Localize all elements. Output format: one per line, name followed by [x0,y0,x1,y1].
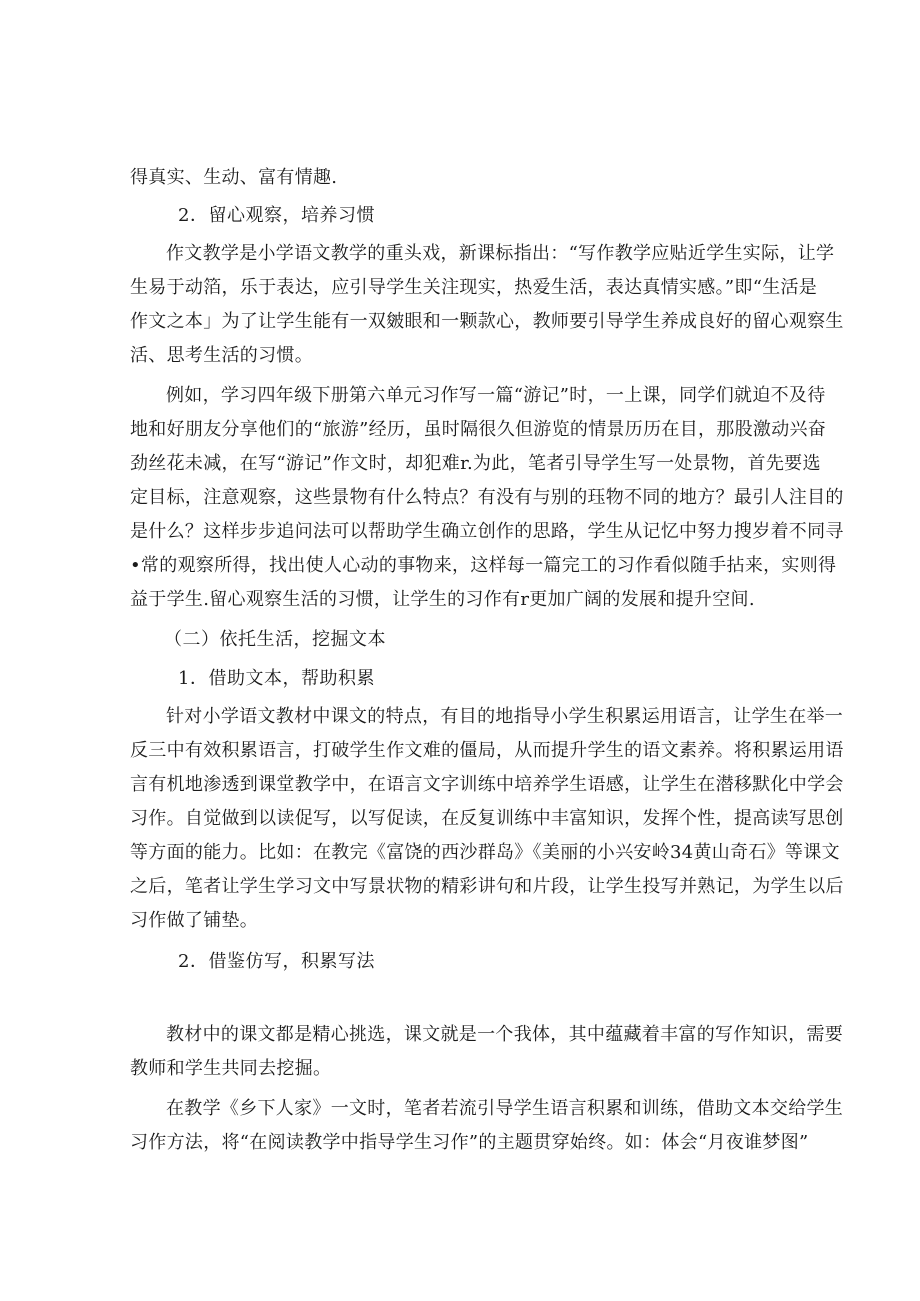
text-line: 教材中的课文都是精心挑选，课文就是一个我体，其中蕴藏着丰富的写作知识，需要 [166,1024,844,1045]
text-line: 1．借助文本，帮助积累 [178,668,375,689]
text-line: 生易于动箔，乐于表达，应引导学生关注现实，热爱生活，表达真情实感。”即“生活是 [130,277,818,298]
text-line: 反三中有效积累语言，打破学生作文难的僵局，从而提升学生的语文素养。将积累运用语 [130,740,844,761]
text-line: 例如，学习四年级下册第六单元习作写一篇“游记”时，一上课，同学们就迫不及待 [166,385,826,406]
text-line: 作文教学是小学语文教学的重头戏，新课标指出：“写作教学应贴近学生实际，让学 [166,243,835,264]
text-line: 得真实、生动、富有情趣. [130,167,338,188]
text-line: 定目标，注意观察，这些景物有什么特点？有没有与别的珏物不同的地方？最引人注目的 [130,487,844,508]
text-line: 教师和学生共同去挖掘。 [130,1058,332,1079]
text-line: 益于学生.留心观察生活的习惯，让学生的习作有r更加广阔的发展和提升空间. [130,589,755,610]
text-line: 针对小学语文教材中课文的特点，有目的地指导小学生积累运用语言，让学生在举一 [166,706,844,727]
text-line: （二）依托生活，挖掘文本 [164,629,386,650]
text-line: 习作做了铺垫。 [130,910,259,931]
text-line: •常的观察所得，找出使人心动的事物来，这样每一篇完工的习作看似随手拈来，实则得 [130,555,837,576]
text-line: 是什么？这样步步追问法可以帮助学生确立创作的思路，学生从记忆中努力搜岁着不同寻 [130,521,844,542]
text-line: 等方面的能力。比如：在教完《富饶的西沙群岛》《美丽的小兴安岭34黄山奇石》等课文 [130,842,840,863]
text-line: 言有机地渗透到课堂教学中，在语言文字训练中培养学生语感，让学生在潜移默化中学会 [130,774,844,795]
text-line: 作文之本」为了让学生能有一双皴眼和一颗款心，教师要引导学生养成良好的留心观察生 [130,311,844,332]
text-line: 活、思考生活的习惯。 [130,345,313,366]
text-line: 习作方法，将“在阅读教学中指导学生习作”的主题贯穿始终。如：体会“月夜谁梦图” [130,1132,809,1153]
text-line: 在教学《乡下人家》一文时，笔者若流引导学生语言积累和训练，借助文本交给学生 [166,1098,844,1119]
text-line: 劲丝花未减，在写“游记”作文时，却犯难r.为此，笔者引导学生写一处景物，首先要选 [130,453,821,474]
text-line: 2．借鉴仿写，积累写法 [178,951,375,972]
text-line: 习作。自觉做到以读促写，以写促读，在反复训练中丰富知识，发挥个性，提高读写思创 [130,808,844,829]
text-line: 2．留心观察，培养习惯 [178,205,375,226]
text-line: 之后，笔者让学生学习文中写景状物的精彩讲句和片段，让学生投写并熟记，为学生以后 [130,876,844,897]
text-line: 地和好朋友分享他们的“旅游”经历，虽时隔很久但游览的情景历历在目，那股激动兴奋 [130,419,827,440]
